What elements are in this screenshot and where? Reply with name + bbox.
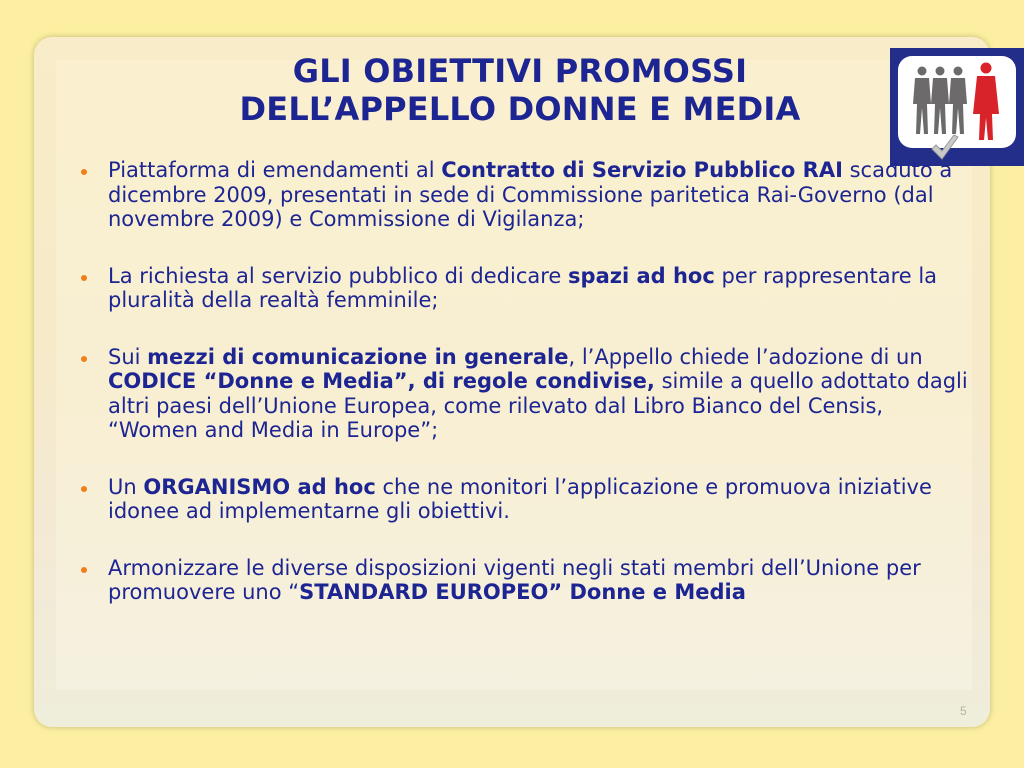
page-number: 5 [960,704,967,718]
bullet-item-3: Sui mezzi di comunicazione in generale, l’Appello chiede l’adozione di un CODICE “Donne e Media”, di regole condivise, simile a quello adottato dagli altri paesi dell’Unione Europea, come rilevato dal Libro Bianco del Censis, “Women and Media in Europe”; [78,345,968,443]
bullet-dot [81,169,87,175]
title-line-2: DELL’APPELLO DONNE E MEDIA [239,90,801,128]
bullet-dot [81,486,87,492]
bullet-item-1: Piattaforma di emendamenti al Contratto di Servizio Pubblico RAI scaduto a dicembre 2009, presentati in sede di Commissione paritetica Rai-Governo (dal novembre 2009) e Commissione di Vigilanza; [78,158,968,232]
title-line-1: GLI OBIETTIVI PROMOSSI [292,52,748,90]
check-icon [930,133,960,161]
women-group-logo-icon [890,48,1024,166]
bullet-list [78,158,968,637]
bullet-dot [81,275,87,281]
bullet-dot [81,356,87,362]
bullet-item-4: Un ORGANISMO ad hoc che ne monitori l’applicazione e promuova iniziative idonee ad implementarne gli obiettivi. [78,475,968,524]
bullet-item-5: Armonizzare le diverse disposizioni vigenti negli stati membri dell’Unione per promuovere uno “STANDARD EUROPEO” Donne e Media [78,556,968,605]
bullet-dot [81,567,87,573]
slide-title [150,52,890,128]
bullet-item-2: La richiesta al servizio pubblico di dedicare spazi ad hoc per rappresentare la pluralità della realtà femminile; [78,264,968,313]
